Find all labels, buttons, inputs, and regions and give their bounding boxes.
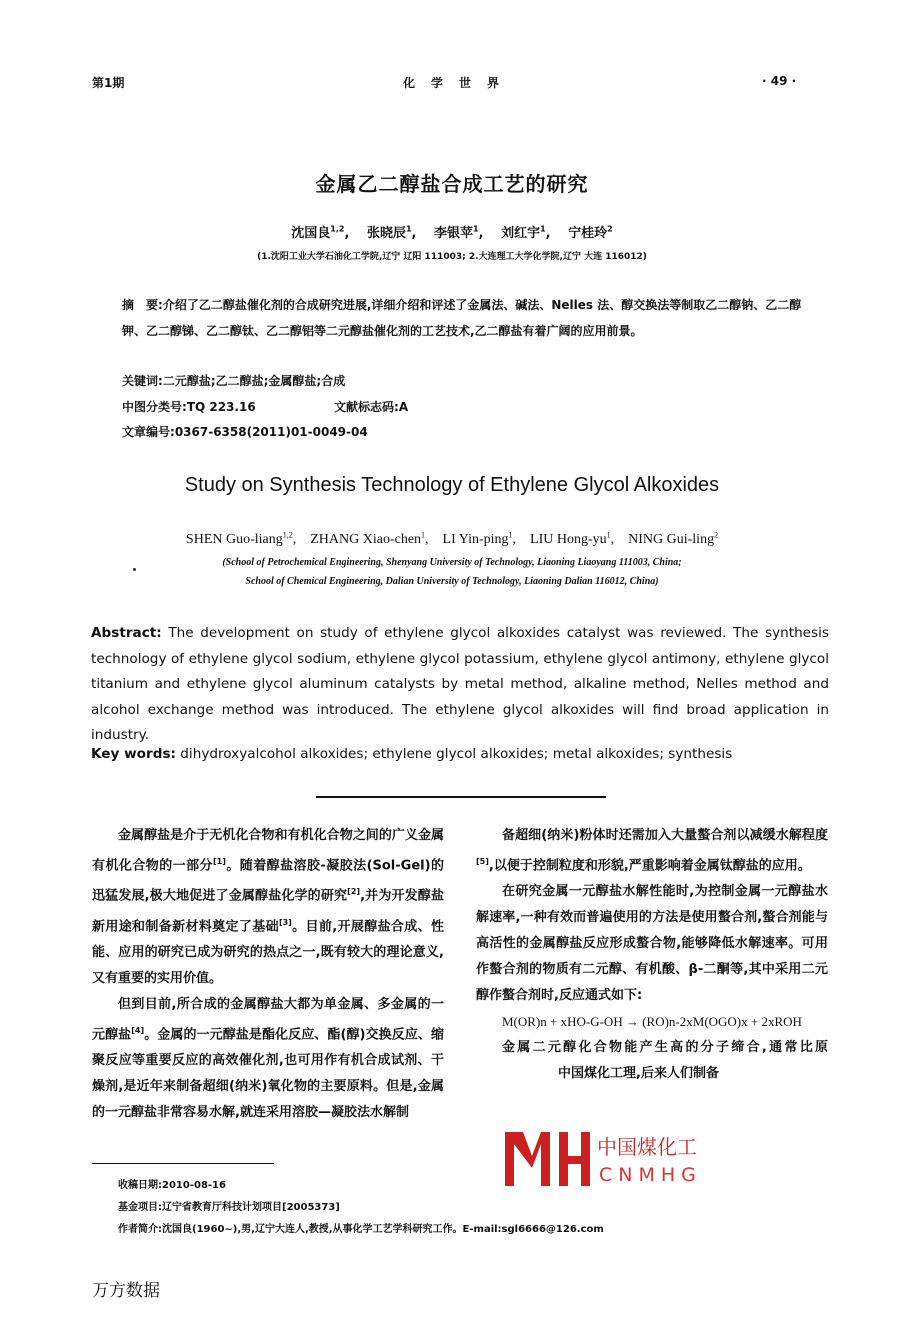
author-affiliation-mark: 1 xyxy=(508,530,513,540)
watermark-logo xyxy=(503,1130,833,1192)
body-paragraph: 但到目前,所合成的金属醇盐大都为单金属、多金属的一元醇盐[4]。金属的一元醇盐是酯化反应、酯(醇)交换反应、缩聚反应等重要反应的高效催化剂,也可用作有机合成试剂、干燥剂,是近年来制备超细(纳米)氧化物的主要原料。但是,金属的一元醇盐非常容易水解,就连采用溶胶—凝胶法水解制 xyxy=(92,996,444,1121)
author-affiliation-mark: 1,2 xyxy=(330,224,345,234)
author-name: 刘红宇 xyxy=(501,226,541,241)
author-affiliation-mark: 1 xyxy=(473,224,479,234)
author-name: LI Yin-ping xyxy=(442,532,509,547)
doc-code xyxy=(334,398,408,415)
author-name: ZHANG Xiao-chen xyxy=(310,532,422,547)
author-affiliation-mark: 1 xyxy=(540,224,546,234)
journal-name: 化 学 世 界 xyxy=(402,76,501,90)
author-name: 张晓辰 xyxy=(366,226,406,241)
keywords-en-label: Key words: xyxy=(91,746,176,762)
citation-ref: [5] xyxy=(476,857,489,866)
logo-text-en: CNMHG xyxy=(599,1164,702,1186)
doc-code-label: 文献标志码: xyxy=(334,400,399,414)
author-name: 沈国良 xyxy=(291,226,331,241)
citation-ref: [3] xyxy=(278,917,292,927)
author-bio: 作者简介:沈国良(1960~),男,辽宁大连人,教授,从事化学工艺学科研究工作。E-mail:sgl6666@126.com xyxy=(118,1224,604,1235)
doc-code-value: A xyxy=(398,400,409,414)
author-name: 宁桂玲 xyxy=(568,226,608,241)
keywords-en-text: dihydroxyalcohol alkoxides; ethylene glycol alkoxides; metal alkoxides; synthesis xyxy=(180,746,733,762)
fund-info: 基金项目:辽宁省教育厅科技计划项目[2005373] xyxy=(118,1202,340,1213)
affiliation-en-1: (School of Petrochemical Engineering, Shenyang University of Technology, Liaoning Liaoyang 111003, China; xyxy=(222,557,682,568)
clc-number xyxy=(122,398,256,415)
article-number xyxy=(122,423,368,440)
body-column-right xyxy=(476,823,828,1087)
scan-speck xyxy=(133,568,136,571)
citation-ref: [4] xyxy=(131,1025,145,1035)
reaction-equation: M(OR)n + xHO-G-OH → (RO)n-2xM(OGO)x + 2xROH xyxy=(502,1014,802,1030)
body-paragraph-start: 金属二元醇化合物能产生高的分子缔合,通常比原 xyxy=(502,1040,828,1056)
authors-cn: 沈国良$^{1,2}$, 张晓辰$^1$, 李银苹$^1$, 刘红宇$^1$, 宁桂玲$^2$ xyxy=(291,224,613,241)
logo-text-cn: 中国煤化工 xyxy=(597,1135,697,1159)
body-column-left xyxy=(92,823,444,1126)
author-name: LIU Hong-yu xyxy=(530,532,607,547)
abstract-cn-text: 介绍了乙二醇盐催化剂的合成研究进展,详细介绍和评述了金属法、碱法、Nelles 法、醇交换法等制取乙二醇钠、乙二醇钾、乙二醇锑、乙二醇钛、乙二醇铝等二元醇盐催化剂的工艺技术,乙二醇盐有着广阔的应用前景。 xyxy=(122,298,802,338)
author-affiliation-mark: 2 xyxy=(607,224,613,234)
author-name: SHEN Guo-liang xyxy=(185,532,283,547)
abstract-en-label: Abstract: xyxy=(91,625,162,641)
received-date: 收稿日期:2010-08-16 xyxy=(118,1180,226,1191)
title-en: Study on Synthesis Technology of Ethylene Glycol Alkoxides xyxy=(184,474,720,496)
abstract-en xyxy=(91,621,829,749)
abstract-cn xyxy=(122,292,812,344)
body-paragraph-end: 中国煤化工理,后来人们制备 xyxy=(558,1066,719,1082)
clc-label: 中图分类号: xyxy=(122,400,187,414)
keywords-cn-text: 二元醇盐;乙二醇盐;金属醇盐;合成 xyxy=(162,374,346,388)
clc-value: TQ 223.16 xyxy=(186,400,256,414)
body-paragraph xyxy=(476,1035,828,1087)
cnmhg-logo-icon xyxy=(503,1130,591,1188)
title-cn: 金属乙二醇盐合成工艺的研究 xyxy=(315,172,589,196)
affiliation-cn: (1.沈阳工业大学石油化工学院,辽宁 辽阳 111003; 2.大连理工大学化学院,辽宁 大连 116012) xyxy=(257,252,647,262)
source-watermark: 万方数据 xyxy=(92,1281,160,1301)
keywords-cn xyxy=(122,372,345,389)
abstract-en-text: The development on study of ethylene glycol alkoxides catalyst was reviewed. The synthesis technology of ethylene glycol sodium, ethylene glycol potassium, ethylene glycol antimony, ethylene glycol titanium and ethylene glycol aluminum catalysts by metal method, alkaline method, Nelles method and alcohol exchange method was introduced. The ethylene glycol alkoxides will find broad application in industry. xyxy=(91,625,829,743)
abstract-cn-label: 摘 要: xyxy=(122,298,163,312)
author-affiliation-mark: 1,2 xyxy=(282,530,293,540)
author-affiliation-mark: 1 xyxy=(606,530,611,540)
page-number: · 49 · xyxy=(762,74,797,88)
citation-ref: [2] xyxy=(347,887,361,897)
body-paragraph: 金属醇盐是介于无机化合物和有机化合物之间的广义金属有机化合物的一部分[1]。随着醇盐溶胶-凝胶法(Sol-Gel)的迅猛发展,极大地促进了金属醇盐化学的研究[2],并为开发醇盐新用途和制备新材料奠定了基础[3]。目前,开展醇盐合成、性能、应用的研究已成为研究的热点之一,既有较大的理论意义,又有重要的实用价值。 xyxy=(92,828,444,986)
author-affiliation-mark: 1 xyxy=(421,530,426,540)
affiliation-en-2: School of Chemical Engineering, Dalian University of Technology, Liaoning Dalian 116012, China) xyxy=(245,576,659,587)
author-name: NING Gui-ling xyxy=(628,532,715,547)
section-divider xyxy=(316,796,606,798)
author-affiliation-mark: 1 xyxy=(405,224,412,234)
author-affiliation-mark: 2 xyxy=(714,530,719,540)
article-no-label: 文章编号: xyxy=(122,425,175,439)
footnote-rule xyxy=(92,1163,274,1164)
issue-number: 第1期 xyxy=(92,76,125,90)
author-name: 李银苹 xyxy=(434,226,474,241)
body-paragraph: 备超细(纳米)粉体时还需加入大量螯合剂以减缓水解程度[5],以便于控制粒度和形貌,严重影响着金属钛醇盐的应用。 xyxy=(476,828,828,874)
body-paragraph: 在研究金属一元醇盐水解性能时,为控制金属一元醇盐水解速率,一种有效而普遍使用的方法是使用螯合剂,螯合剂能与高活性的金属醇盐反应形成螯合物,能够降低水解速率。可用作螯合剂的物质有二元醇、有机酸、β-二酮等,其中采用二元醇作螯合剂时,反应通式如下: xyxy=(476,884,828,1004)
citation-ref: [1] xyxy=(212,857,226,866)
keywords-en xyxy=(91,746,829,762)
keywords-cn-label: 关键词: xyxy=(122,374,163,388)
authors-en: SHEN Guo-liang$^{1,2}$, ZHANG Xiao-chen$^1$, LI Yin-ping$^1$, LIU Hong-$yu^1$, NING Gui-ling$^2$ xyxy=(185,530,719,547)
article-no-value: 0367-6358(2011)01-0049-04 xyxy=(174,425,368,439)
